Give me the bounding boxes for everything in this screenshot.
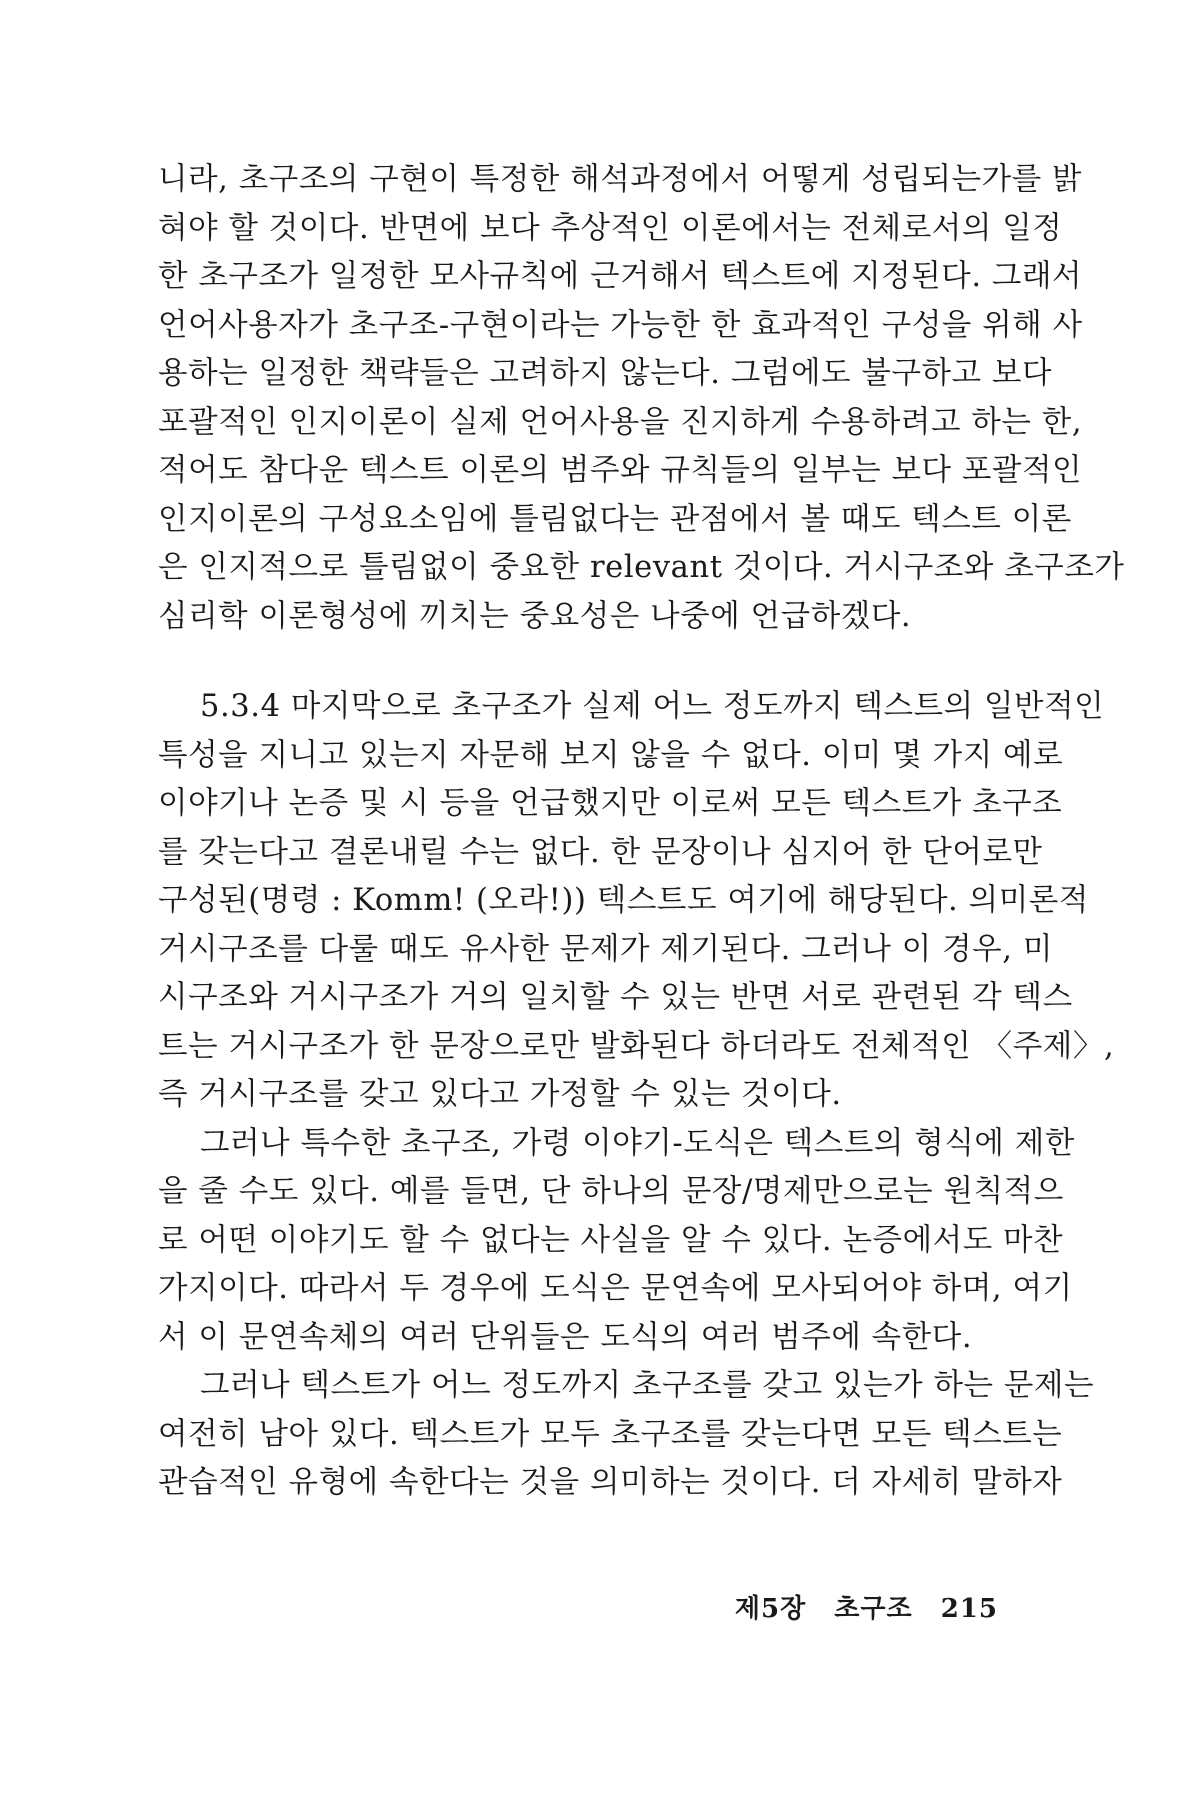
text-line: 이야기나 논증 및 시 등을 언급했지만 이로써 모든 텍스트가 초구조: [158, 786, 1063, 821]
text-line: 트는 거시구조가 한 문장으로만 발화된다 하더라도 전체적인 〈주제〉,: [158, 1028, 1115, 1064]
paragraph: [158, 1362, 1095, 1508]
text-line: 을 줄 수도 있다. 예를 들면, 단 하나의 문장/명제만으로는 원칙적으: [158, 1174, 1064, 1209]
text-line: 관습적인 유형에 속한다는 것을 의미하는 것이다. 더 자세히 말하자: [158, 1465, 1063, 1500]
text-line: 가지이다. 따라서 두 경우에 도식은 문연속에 모사되어야 하며, 여기: [158, 1271, 1073, 1306]
paragraph: [158, 683, 1115, 1120]
chapter-label: 제5장: [734, 1594, 807, 1624]
text-line: 를 갖는다고 결론내릴 수는 없다. 한 문장이나 심지어 한 단어로만: [158, 834, 1043, 870]
text-line: 적어도 참다운 텍스트 이론의 범주와 규칙들의 일부는 보다 포괄적인: [158, 453, 1083, 488]
text-line: 5.3.4 마지막으로 초구조가 실제 어느 정도까지 텍스트의 일반적인: [200, 689, 1105, 724]
paragraph: [158, 156, 1125, 641]
text-line: 한 초구조가 일정한 모사규칙에 근거해서 텍스트에 지정된다. 그래서: [158, 259, 1083, 294]
page-number: 215: [940, 1594, 998, 1624]
paragraph: [158, 1120, 1075, 1363]
chapter-title: 초구조: [834, 1594, 913, 1624]
text-line: 특성을 지니고 있는지 자문해 보지 않을 수 없다. 이미 몇 가지 예로: [158, 737, 1064, 773]
text-line: 은 인지적으로 틀림없이 중요한 relevant 것이다. 거시구조와 초구조가: [158, 550, 1125, 585]
text-line: 니라, 초구조의 구현이 특정한 해석과정에서 어떻게 성립되는가를 밝: [158, 162, 1083, 197]
text-line: 여전히 남아 있다. 텍스트가 모두 초구조를 갖는다면 모든 텍스트는: [158, 1416, 1063, 1452]
section-gap: [158, 641, 1030, 683]
text-line: 즉 거시구조를 갖고 있다고 가정할 수 있는 것이다.: [158, 1077, 842, 1112]
body-text: [158, 156, 1125, 1508]
text-line: 그러나 텍스트가 어느 정도까지 초구조를 갖고 있는가 하는 문제는: [200, 1368, 1095, 1403]
text-line: 로 어떤 이야기도 할 수 없다는 사실을 알 수 있다. 논증에서도 마찬: [158, 1222, 1064, 1258]
text-line: 시구조와 거시구조가 거의 일치할 수 있는 반면 서로 관련된 각 텍스: [158, 980, 1073, 1015]
page-footer: [735, 1588, 998, 1625]
text-line: 구성된(명령 : Komm! (오라!)) 텍스트도 여기에 해당된다. 의미론적: [158, 883, 1089, 918]
text-line: 거시구조를 다룰 때도 유사한 문제가 제기된다. 그러나 이 경우, 미: [158, 931, 1053, 967]
text-line: 심리학 이론형성에 끼치는 중요성은 나중에 언급하겠다.: [158, 598, 912, 634]
text-line: 용하는 일정한 책략들은 고려하지 않는다. 그럼에도 불구하고 보다: [158, 356, 1053, 391]
text-line: 언어사용자가 초구조-구현이라는 가능한 한 효과적인 구성을 위해 사: [158, 307, 1083, 343]
text-line: 혀야 할 것이다. 반면에 보다 추상적인 이론에서는 전체로서의 일정: [158, 210, 1063, 246]
text-line: 서 이 문연속체의 여러 단위들은 도식의 여러 범주에 속한다.: [158, 1319, 973, 1355]
text-line: 포괄적인 인지이론이 실제 언어사용을 진지하게 수용하려고 하는 한,: [158, 404, 1083, 440]
text-line: 그러나 특수한 초구조, 가령 이야기-도식은 텍스트의 형식에 제한: [200, 1125, 1075, 1161]
text-line: 인지이론의 구성요소임에 틀림없다는 관점에서 볼 때도 텍스트 이론: [158, 501, 1072, 537]
